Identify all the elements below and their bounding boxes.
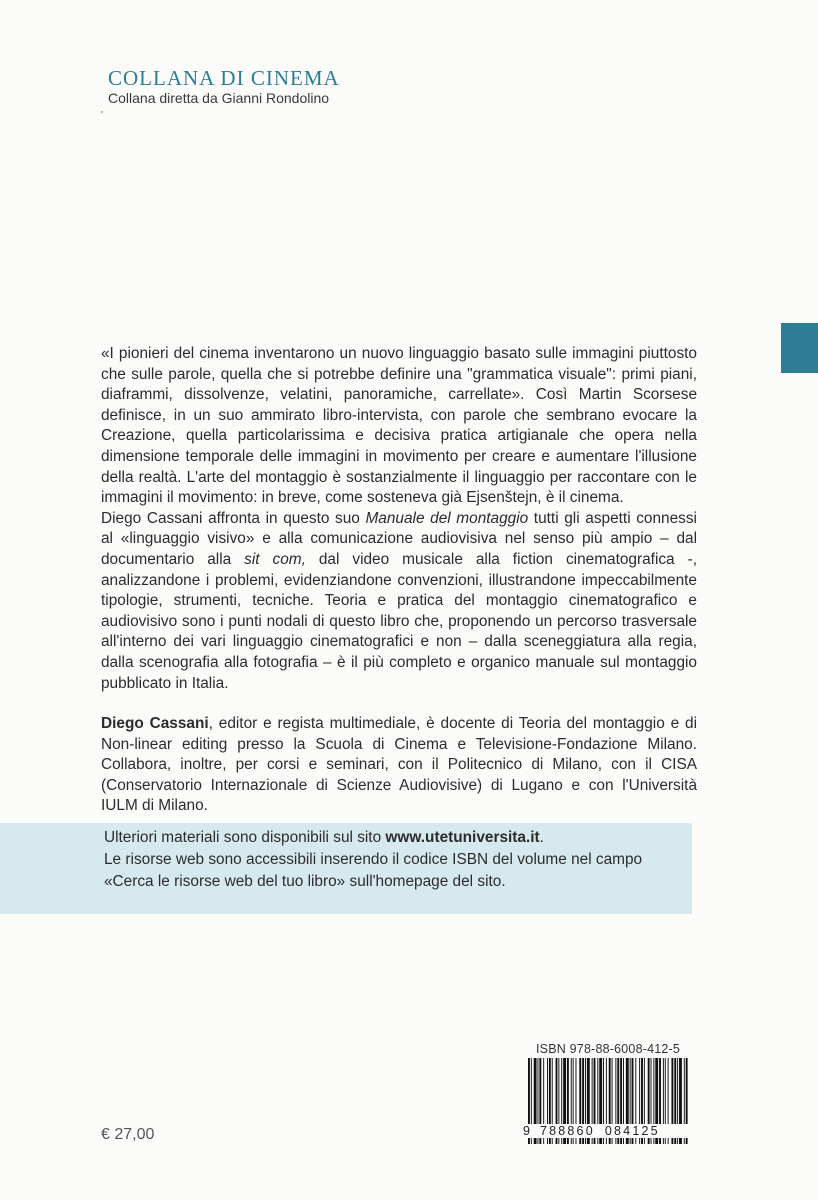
series-title: COLLANA DI CINEMA [108,66,340,90]
barcode-digits-left: 788860 [539,1124,595,1138]
barcode-digit-first: 9 [523,1124,530,1138]
paragraph-description-part-b: tutti gli aspetti connessi al «linguaggio visivo» e alla comunicazione audiovisiva nel senso più ampio – dal documentario alla [101,509,697,568]
sitcom-ref: sit com, [244,550,306,568]
paragraph-description-part-c: dal video musicale alla fiction cinematografica -, analizzandone i problemi, evidenziandone convenzioni, illustrandone impeccabilmente tipologie, strumenti, tecniche. Teoria e pratica del montaggio cinematografico e audiovisivo sono i punti nodali di questo libro che, proponendo un percorso trasversale all'interno dei vari linguaggio cinematografici e non – dalla sceneggiatura alla regia, dalla scenografia alla fotografia – è il più completo e organico manuale sul montaggio pubblicato in Italia. [101,550,697,692]
barcode-digits-right: 084125 [604,1124,660,1138]
publisher-url-link[interactable]: www.utetuniversita.it [385,829,540,846]
book-title-ref: Manuale del montaggio [365,509,529,527]
resources-period: . [539,829,544,846]
price: € 27,00 [101,1126,155,1143]
resources-line-2: Le risorse web sono accessibili inserendo il codice ISBN del volume nel campo «Cerca le risorse web del tuo libro» sull'homepage del sito. [104,851,643,890]
author-name: Diego Cassani [101,715,209,733]
paragraph-description [101,509,697,694]
resources-line-1 [104,827,684,849]
paragraph-description-part-a: Diego Cassani affronta in questo suo [101,509,366,527]
side-color-tab [781,323,818,373]
paragraph-intro: «I pionieri del cinema inventarono un nuovo linguaggio basato sulle immagini piuttosto che sulle parole, quella che si potrebbe definire una "grammatica visuale": primi piani, diaframmi, dissolvenze, velatini, panoramiche, carrellate». Così Martin Scorsese definisce, in un suo ammirato libro-intervista, con parole che sembrano evocare la Creazione, quella particolarissima e decisiva pratica artigianale che opera nella dimensione temporale delle immagini in movimento per creare e aumentare l'illusione della realtà. L'arte del montaggio è sostanzialmente il linguaggio per raccontare con le immagini il movimento: in breve, come sosteneva già Ejsenštejn, è il cinema. [101,345,697,507]
author-bio [101,714,697,817]
isbn-label: ISBN 978-88-6008-412-5 [536,1042,681,1056]
back-cover-text [101,344,697,817]
author-bio-text: , editor e regista multimediale, è docente di Teoria del montaggio e di Non-linear editing presso la Scuola di Cinema e Televisione-Fondazione Milano. Collabora, inoltre, per corsi e seminari, con il Politecnico di Milano, con il CISA (Conservatorio Internazionale di Scienze Audiovisive) di Lugano e con l'Università IULM di Milano. [101,715,697,815]
resources-text [104,827,684,893]
series-director: Collana diretta da Gianni Rondolino [108,90,330,106]
small-mark: ' [101,110,103,121]
resources-intro: Ulteriori materiali sono disponibili sul sito [104,829,386,846]
barcode-digits [522,1124,692,1138]
